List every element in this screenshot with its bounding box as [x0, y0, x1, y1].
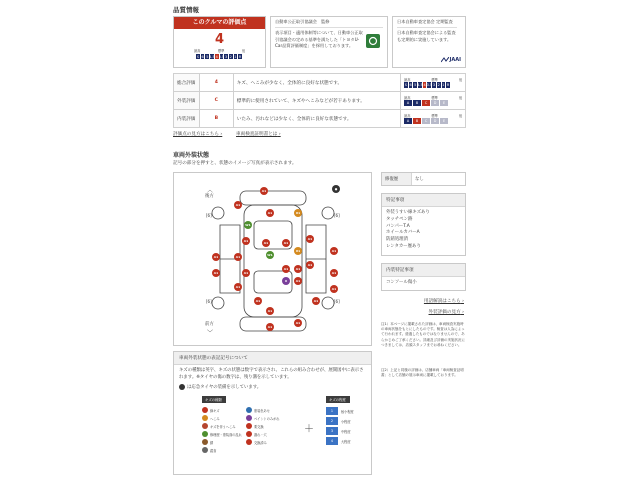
scale-label: 最高	[404, 114, 411, 119]
damage-marker[interactable]: A1	[235, 285, 241, 289]
rear-arrow-icon: ︿	[207, 187, 214, 194]
scale-step: E	[440, 118, 449, 123]
evaluation-desc: いたみ、汚れなどは少なく、全体的に良好な状態です。	[233, 110, 400, 128]
damage-marker[interactable]: U1	[295, 249, 301, 253]
notation-text: キズの種類は英字、キズの状態は数字で表示され、これらの組み合わせが、展開図中に表示されます。※タイヤの傷の数字は、残り溝を示しています。	[179, 368, 364, 380]
evaluation-row	[174, 74, 466, 92]
evaluation-scale-cell	[401, 110, 466, 128]
legend-degree-number: 4	[326, 437, 338, 445]
scale-step: 5	[414, 82, 417, 87]
legend-type-label: キズを伴うへこみ	[210, 424, 236, 429]
legend-type-icon	[202, 423, 208, 429]
footnote-2: 注2）上記と同様の評価は、店舗車両「車両検査証明書」として店舗の展示車両に掲載しております。	[381, 368, 464, 378]
legend-type-item	[246, 422, 298, 430]
legend-type-icon	[246, 439, 252, 445]
scale-label: 標準	[431, 96, 438, 101]
legend-type-label: 錆	[210, 440, 214, 445]
scale-step: 3	[432, 82, 436, 87]
tire-label-rl: [6]	[206, 213, 212, 218]
damage-marker[interactable]: A1	[263, 241, 269, 245]
damage-marker[interactable]: W1	[267, 253, 273, 257]
legend-type-label: 腐食	[210, 448, 217, 453]
jaai-card	[392, 16, 466, 68]
scale-step: 6	[201, 54, 204, 59]
overall-scale	[174, 54, 265, 59]
legend-types-col-1	[202, 396, 240, 454]
legend-degree-label: 小程度	[341, 419, 351, 424]
car-diagram	[173, 172, 372, 346]
legend-degree-label: 中程度	[341, 429, 351, 434]
legend-degree-item	[326, 426, 366, 436]
legend-type-icon	[202, 415, 208, 421]
jaai-logo	[441, 57, 461, 63]
damage-marker[interactable]: A1	[295, 267, 301, 271]
scale-step: 4	[215, 54, 218, 59]
overall-grade: 4	[214, 32, 225, 47]
scale-step: S	[196, 54, 199, 59]
legend-type-label: へこみ	[210, 416, 220, 421]
legend-type-item	[246, 438, 298, 446]
legend-degrees	[326, 396, 366, 454]
legend-degree-label: 極小程度	[341, 409, 354, 414]
front-arrow-icon: ﹀	[207, 330, 214, 337]
legend-degrees-title: キズの程度	[326, 396, 350, 403]
scale-step: 3.5	[426, 82, 433, 87]
interior-notes-list	[382, 277, 465, 290]
evaluation-table	[173, 73, 466, 128]
note-item: 外装うすい線キズあり	[386, 210, 430, 215]
scale-step: 6	[409, 82, 412, 87]
scale-step: S	[404, 82, 407, 87]
scale-label: 低	[241, 49, 245, 53]
scale-step: R	[238, 54, 242, 59]
car-outline	[174, 173, 373, 347]
damage-marker[interactable]: A1	[283, 241, 289, 245]
scale-step: 3.5	[218, 54, 225, 59]
scale-label: 最高	[194, 49, 201, 53]
jaai-org: 日本自動車査定協会 定期監査	[397, 19, 453, 24]
damage-marker[interactable]: A1	[307, 263, 313, 267]
evaluation-label: 内装評価	[174, 110, 200, 128]
damage-marker[interactable]: A1	[267, 325, 273, 329]
tire-label-rr: [6]	[334, 213, 340, 218]
scale-step: B	[413, 100, 422, 105]
jaaa-logo-icon	[366, 34, 380, 48]
evaluation-grade: C	[199, 92, 233, 110]
scale-step: D	[431, 118, 440, 123]
scale-step: 4	[423, 82, 426, 87]
scale-step: E	[440, 100, 449, 105]
note-item: 防錆処理済	[386, 237, 408, 243]
legend-type-label: 線キズ	[210, 408, 220, 413]
legend	[174, 390, 371, 454]
rear-label: 後方	[205, 194, 214, 199]
evaluation-scale	[404, 100, 462, 105]
damage-marker[interactable]: A1	[213, 271, 219, 275]
damage-marker[interactable]: A1	[261, 189, 267, 193]
legend-type-icon	[202, 447, 208, 453]
damage-marker[interactable]: A1	[331, 271, 337, 275]
footnote-1: 注1）本ページに掲載された評価は、車両検査実施時の車両状態をもとにしたものです。検査は人為によって行われます。経過したものではなりませんので、あらかじめご了承ください。詳細及び評価の実施状況につきましては、店頭スタッフまでお尋ねください。	[381, 322, 465, 347]
evaluation-grade: B	[199, 110, 233, 128]
scale-step: D	[431, 100, 440, 105]
legend-degree-number: 2	[326, 417, 338, 425]
legend-type-item	[202, 414, 240, 422]
evaluation-label: 総合評価	[174, 74, 200, 92]
scale-step: A	[404, 118, 413, 123]
legend-type-icon	[246, 415, 252, 421]
jaai-wave-icon	[441, 57, 449, 63]
damage-marker[interactable]: ●	[332, 185, 340, 193]
damage-marker[interactable]: A1	[243, 271, 249, 275]
evaluation-scale-cell	[401, 74, 466, 92]
exterior-title: 車両外装状態	[173, 152, 210, 159]
damage-marker[interactable]: A1	[295, 321, 301, 325]
damage-marker[interactable]: W1	[245, 223, 251, 227]
legend-type-icon	[202, 431, 208, 437]
evaluation-desc: 標準的に使用されていて、キズやへこみなどが若干あります。	[233, 92, 400, 110]
notation-box	[173, 351, 372, 475]
legend-type-label: ペイントのみがれ	[254, 416, 280, 421]
legend-type-item	[246, 406, 298, 414]
interior-notes-title: 内装特記事項	[382, 264, 465, 277]
scale-step: B	[413, 118, 422, 123]
legend-degree-item	[326, 436, 366, 446]
note-item: ホイールカバーA	[386, 230, 420, 236]
legend-type-item	[202, 438, 240, 446]
overall-scale-labels	[174, 48, 265, 53]
damage-marker[interactable]: A1	[313, 299, 319, 303]
scale-step: 1	[442, 82, 445, 87]
scale-step: 2	[437, 82, 440, 87]
evaluation-row	[174, 92, 466, 110]
front-label: 前方	[205, 322, 214, 327]
legend-type-label: 交換済み	[254, 440, 267, 445]
note-item: バンパーT.A	[386, 223, 410, 229]
eval-guide-link[interactable]: 評価点の見方はこちら ›	[173, 131, 222, 137]
scale-label: 標準	[431, 114, 438, 119]
jaaa-org: 自動車公正取引協議会 監修	[275, 19, 330, 24]
legend-types-col-2	[246, 396, 298, 454]
legend-type-label: 塗装色あせ	[254, 408, 270, 413]
legend-type-label: 割れ・穴	[254, 432, 267, 437]
scale-step: 1	[234, 54, 237, 59]
repair-history-label: 修復歴	[382, 173, 412, 185]
damage-marker[interactable]: X	[282, 277, 290, 285]
legend-type-icon	[246, 423, 252, 429]
legend-type-item	[202, 422, 240, 430]
evaluation-scale	[404, 118, 462, 123]
legend-types-title: キズの種類	[202, 396, 226, 403]
legend-type-icon	[202, 407, 208, 413]
scale-label: 最高	[404, 78, 411, 83]
plus-icon: ＋	[304, 424, 314, 436]
evaluation-scale	[404, 82, 462, 87]
legend-type-label: 要交換	[254, 424, 264, 429]
scale-label: 標準	[431, 78, 438, 83]
legend-degree-number: 1	[326, 407, 338, 415]
section-title: 品質情報	[173, 6, 199, 14]
damage-marker[interactable]: A1	[331, 249, 337, 253]
damage-marker[interactable]: A1	[235, 255, 241, 259]
legend-type-icon	[202, 439, 208, 445]
evaluation-row	[174, 110, 466, 128]
legend-type-item	[202, 406, 240, 414]
damage-marker[interactable]: A1	[235, 203, 241, 207]
damage-marker[interactable]: A1	[283, 267, 289, 271]
legend-degree-item	[326, 416, 366, 426]
vehicle-inspection-link[interactable]: 車両検査証明書とは ›	[236, 131, 281, 137]
jaai-text: 日本自動車査定協会による監査も定期的に実施しています。	[397, 27, 457, 43]
repair-history-value: なし	[415, 177, 424, 182]
damage-marker[interactable]: A1	[295, 279, 301, 283]
damage-marker[interactable]: A1	[307, 237, 313, 241]
jaai-logo-text: JAAI	[449, 57, 461, 63]
legend-type-item	[202, 446, 240, 454]
scale-label: 低	[458, 114, 462, 119]
legend-degree-label: 大程度	[341, 439, 351, 444]
notes-list	[382, 207, 465, 254]
overall-rating-card	[173, 16, 266, 68]
scale-label: 低	[458, 78, 462, 83]
scale-step: 4.5	[417, 82, 423, 87]
evaluation-desc: キズ、へこみが少なく、全体的に良好な状態です。	[233, 74, 400, 92]
scale-step: A	[404, 100, 413, 105]
exterior-guide-link[interactable]: 外装評価の見方 ›	[429, 309, 464, 315]
jaaa-text: 表示項目・適用体制等について、日動車公正取引協議会の定める基準を満たした「トヨタU-Car品質評価制度」を採用しております。	[275, 30, 363, 49]
overall-rating-banner: このクルマの評価点	[174, 17, 265, 29]
notes-title: 特記事項	[382, 194, 465, 207]
jaaa-card	[270, 16, 388, 68]
tire-label-fl: [6]	[206, 299, 212, 304]
interior-notes-box	[381, 263, 466, 291]
scale-step: C	[422, 118, 431, 123]
legend-degree-number: 3	[326, 427, 338, 435]
evaluation-scale-cell	[401, 92, 466, 110]
note-item: レンタカー歴あり	[386, 243, 421, 249]
damage-marker[interactable]: U1	[295, 211, 301, 215]
legend-type-icon	[246, 407, 252, 413]
legend-type-item	[246, 430, 298, 438]
scale-step: R	[446, 82, 450, 87]
evaluation-label: 外装評価	[174, 92, 200, 110]
damage-marker[interactable]: A1	[213, 255, 219, 259]
legend-type-label: 修理歴・塗装面の乱れ	[210, 432, 242, 437]
damage-marker[interactable]: A1	[243, 239, 249, 243]
scale-step: 4.5	[209, 54, 215, 59]
damage-marker[interactable]: A1	[267, 309, 273, 313]
scale-step: 3	[224, 54, 228, 59]
exterior-subtitle: 記号の部分を押すと、状態のイメージ写真が表示されます。	[173, 161, 297, 166]
legend-type-icon	[246, 431, 252, 437]
evaluation-grade: 4	[199, 74, 233, 92]
notes-box	[381, 193, 466, 256]
scale-step: 2	[229, 54, 232, 59]
damage-marker[interactable]: A1	[331, 287, 337, 291]
scale-label: 最高	[404, 96, 411, 101]
tire-note: は応急タイヤの装備を示しています。	[187, 385, 262, 391]
tire-label-fr: [6]	[334, 299, 340, 304]
repair-history-box	[381, 172, 466, 186]
note-item: タッチペン跡	[386, 216, 413, 222]
notation-title: 車両外装状態の表記記号について	[174, 352, 371, 365]
damage-marker[interactable]: A1	[255, 299, 261, 303]
scale-step: C	[422, 100, 431, 105]
interior-note-item: コンソール傷小	[386, 280, 417, 285]
scale-label: 低	[458, 96, 462, 101]
legend-type-item	[246, 414, 298, 422]
scale-step: 5	[206, 54, 209, 59]
glossary-link[interactable]: 用語解説はこちら ›	[424, 298, 464, 304]
legend-degree-item	[326, 406, 366, 416]
scale-label: 標準	[217, 49, 225, 53]
damage-marker[interactable]: A1	[267, 211, 273, 215]
legend-type-item	[202, 430, 240, 438]
